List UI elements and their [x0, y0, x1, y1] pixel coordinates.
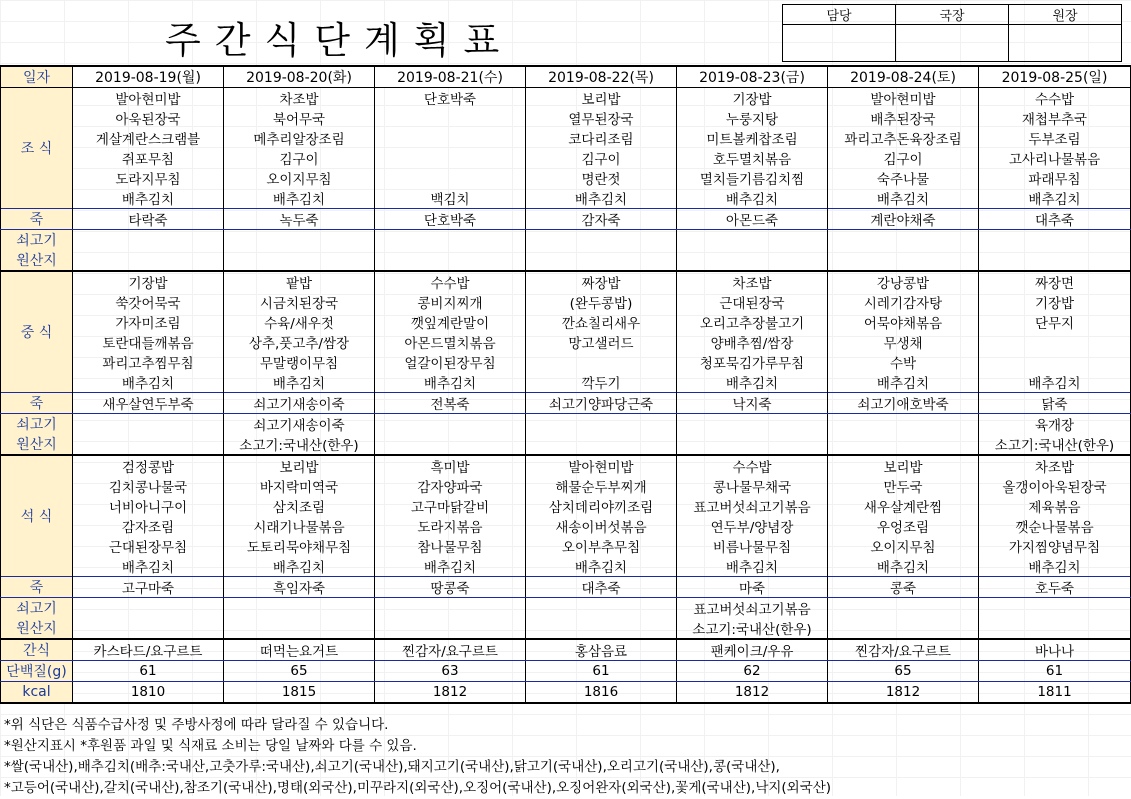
porridge-cell[interactable]: 타락죽 — [73, 209, 224, 230]
kcal-cell[interactable]: 1810 — [73, 682, 224, 704]
menu-cell[interactable]: 깻잎계란말이 — [375, 312, 526, 332]
protein-cell[interactable]: 61 — [73, 661, 224, 682]
menu-cell[interactable]: 멸치들기름김치찜 — [677, 168, 828, 188]
snack-cell[interactable]: 떠먹는요거트 — [224, 639, 375, 661]
kcal-cell[interactable]: 1812 — [677, 682, 828, 704]
menu-cell[interactable]: 얼갈이된장무침 — [375, 352, 526, 372]
menu-cell[interactable]: 바지락미역국 — [224, 476, 375, 496]
porridge-cell[interactable]: 쇠고기양파당근죽 — [526, 393, 677, 414]
approval-box — [782, 4, 1122, 62]
origin-cell[interactable] — [979, 230, 1131, 251]
snack-cell[interactable]: 찐감자/요구르트 — [375, 639, 526, 661]
menu-cell[interactable]: 수육/새우젓 — [224, 312, 375, 332]
menu-cell[interactable]: 비름나물무침 — [677, 536, 828, 556]
menu-cell[interactable]: 오이지무침 — [828, 536, 979, 556]
origin-cell[interactable] — [375, 250, 526, 271]
origin-cell[interactable] — [73, 414, 224, 435]
menu-cell[interactable]: 김구이 — [526, 148, 677, 168]
menu-cell[interactable]: 배추김치 — [526, 556, 677, 577]
menu-cell[interactable]: 단무지 — [979, 312, 1131, 332]
menu-cell[interactable]: 수박 — [828, 352, 979, 372]
origin-cell[interactable] — [224, 250, 375, 271]
menu-cell[interactable]: 배추김치 — [73, 556, 224, 577]
menu-cell[interactable]: 배추김치 — [677, 556, 828, 577]
origin-label[interactable]: 쇠고기 — [1, 230, 73, 251]
menu-cell[interactable]: 토란대들깨볶음 — [73, 332, 224, 352]
page-title: 주간식단계획표 — [165, 19, 514, 62]
origin-cell[interactable]: 육개장 — [979, 414, 1131, 435]
origin-cell[interactable] — [828, 434, 979, 455]
origin-cell[interactable] — [828, 598, 979, 619]
menu-cell[interactable]: 배추김치 — [375, 556, 526, 577]
menu-cell[interactable]: 배추김치 — [979, 188, 1131, 209]
menu-cell[interactable]: 참나물무침 — [375, 536, 526, 556]
porridge-cell[interactable]: 흑임자죽 — [224, 577, 375, 598]
menu-cell[interactable]: 쥐포무침 — [73, 148, 224, 168]
menu-cell[interactable]: 짜장면 — [979, 271, 1131, 292]
menu-cell[interactable]: 배추김치 — [375, 372, 526, 393]
origin-cell[interactable] — [526, 434, 677, 455]
menu-cell[interactable] — [375, 168, 526, 188]
menu-cell[interactable]: 코다리조림 — [526, 128, 677, 148]
porridge-cell[interactable]: 단호박죽 — [375, 209, 526, 230]
menu-cell[interactable]: 배추김치 — [677, 372, 828, 393]
menu-cell[interactable]: 꽈리고추찜무침 — [73, 352, 224, 372]
menu-cell[interactable]: 청포묵김가루무침 — [677, 352, 828, 372]
porridge-cell[interactable]: 새우살연두부죽 — [73, 393, 224, 414]
origin-label[interactable]: 쇠고기 — [1, 598, 73, 619]
origin-cell[interactable] — [224, 598, 375, 619]
snack-cell[interactable]: 팬케이크/우유 — [677, 639, 828, 661]
menu-cell[interactable]: 명란젓 — [526, 168, 677, 188]
menu-cell[interactable]: 두부조림 — [979, 128, 1131, 148]
origin-cell[interactable] — [375, 230, 526, 251]
meal-label-lunch[interactable]: 중 식 — [1, 271, 73, 393]
menu-cell[interactable]: 파래무침 — [979, 168, 1131, 188]
menu-cell[interactable]: 아몬드멸치볶음 — [375, 332, 526, 352]
menu-cell[interactable]: 우엉조림 — [828, 516, 979, 536]
porridge-cell[interactable]: 감자죽 — [526, 209, 677, 230]
date-header[interactable]: 2019-08-22(목) — [526, 66, 677, 88]
menu-cell[interactable]: 숙주나물 — [828, 168, 979, 188]
menu-cell[interactable]: 도토리묵야채무침 — [224, 536, 375, 556]
menu-cell[interactable]: 연두부/양념장 — [677, 516, 828, 536]
menu-cell[interactable]: 새송이버섯볶음 — [526, 516, 677, 536]
menu-cell[interactable]: 깍두기 — [526, 372, 677, 393]
origin-cell[interactable] — [73, 230, 224, 251]
menu-cell[interactable]: 보리밥 — [828, 455, 979, 476]
origin-cell[interactable] — [677, 230, 828, 251]
menu-cell[interactable]: 배추된장국 — [828, 108, 979, 128]
menu-cell[interactable]: 근대된장무침 — [73, 536, 224, 556]
kcal-cell[interactable]: 1812 — [375, 682, 526, 704]
menu-cell[interactable]: 고구마닭갈비 — [375, 496, 526, 516]
menu-cell[interactable]: 도라지무침 — [73, 168, 224, 188]
menu-cell[interactable]: 시금치된장국 — [224, 292, 375, 312]
porridge-cell[interactable]: 쇠고기애호박죽 — [828, 393, 979, 414]
porridge-label[interactable]: 죽 — [1, 209, 73, 230]
date-header[interactable]: 2019-08-25(일) — [979, 66, 1131, 88]
footnotes — [4, 715, 831, 799]
origin-cell[interactable] — [526, 414, 677, 435]
menu-cell[interactable]: 해물순두부찌개 — [526, 476, 677, 496]
menu-cell[interactable]: 상추,풋고추/쌈장 — [224, 332, 375, 352]
menu-cell[interactable] — [375, 128, 526, 148]
footnote-line: *원산지표시 *후원품 과일 및 식재료 소비는 당일 날짜와 다를 수 있음. — [4, 738, 417, 754]
origin-cell[interactable] — [375, 618, 526, 639]
origin-label[interactable]: 원산지 — [1, 250, 73, 271]
origin-cell[interactable] — [73, 618, 224, 639]
footnote-line: *위 식단은 식품수급사정 및 주방사정에 따라 달라질 수 있습니다. — [4, 717, 389, 733]
menu-cell[interactable]: 배추김치 — [526, 188, 677, 209]
date-header[interactable]: 2019-08-21(수) — [375, 66, 526, 88]
origin-cell[interactable]: 표고버섯쇠고기볶음 — [677, 598, 828, 619]
menu-cell[interactable]: 게살계란스크램블 — [73, 128, 224, 148]
menu-cell[interactable]: 열무된장국 — [526, 108, 677, 128]
menu-cell[interactable]: 강낭콩밥 — [828, 271, 979, 292]
date-header[interactable]: 2019-08-20(화) — [224, 66, 375, 88]
menu-cell[interactable]: 배추김치 — [677, 188, 828, 209]
origin-cell[interactable] — [526, 618, 677, 639]
menu-cell[interactable]: 기장밥 — [73, 271, 224, 292]
menu-cell[interactable]: 발아현미밥 — [526, 455, 677, 476]
menu-cell[interactable]: 콩비지찌개 — [375, 292, 526, 312]
porridge-cell[interactable]: 아몬드죽 — [677, 209, 828, 230]
snack-cell[interactable]: 홍삼음료 — [526, 639, 677, 661]
porridge-cell[interactable]: 닭죽 — [979, 393, 1131, 414]
approval-label-head: 원장 — [1009, 5, 1122, 25]
menu-cell[interactable]: 근대된장국 — [677, 292, 828, 312]
protein-cell[interactable]: 61 — [526, 661, 677, 682]
approval-sign-director[interactable] — [896, 25, 1009, 62]
menu-cell[interactable]: 너비아니구이 — [73, 496, 224, 516]
origin-cell[interactable] — [828, 618, 979, 639]
menu-cell[interactable]: 수수밥 — [979, 88, 1131, 109]
origin-cell[interactable]: 소고기:국내산(한우) — [224, 434, 375, 455]
menu-cell[interactable]: 오이지무침 — [224, 168, 375, 188]
footnote-line: *고등어(국내산),갈치(국내산),참조기(국내산),명태(외국산),미꾸라지(외국산),오징어(국내산),오징어완자(외국산),꽃게(국내산),낙지(외국산) — [4, 780, 832, 796]
menu-cell[interactable]: 호두멸치볶음 — [677, 148, 828, 168]
protein-label[interactable]: 단백질(g) — [1, 661, 73, 682]
kcal-label[interactable]: kcal — [1, 682, 73, 704]
origin-cell[interactable] — [677, 414, 828, 435]
menu-cell[interactable]: 메추리알장조림 — [224, 128, 375, 148]
menu-cell[interactable]: 발아현미밥 — [828, 88, 979, 109]
menu-cell[interactable]: 오이부추무침 — [526, 536, 677, 556]
menu-cell[interactable]: 배추김치 — [828, 556, 979, 577]
origin-cell[interactable]: 소고기:국내산(한우) — [979, 434, 1131, 455]
origin-label[interactable]: 쇠고기 — [1, 414, 73, 435]
porridge-label[interactable]: 죽 — [1, 393, 73, 414]
approval-sign-head[interactable] — [1009, 25, 1122, 62]
menu-cell[interactable]: 누룽지탕 — [677, 108, 828, 128]
origin-cell[interactable] — [224, 230, 375, 251]
origin-cell[interactable] — [224, 618, 375, 639]
protein-cell[interactable]: 63 — [375, 661, 526, 682]
menu-cell[interactable]: 배추김치 — [224, 372, 375, 393]
menu-cell[interactable]: 짜장밥 — [526, 271, 677, 292]
porridge-cell[interactable]: 녹두죽 — [224, 209, 375, 230]
snack-cell[interactable]: 찐감자/요구르트 — [828, 639, 979, 661]
menu-cell[interactable]: 배추김치 — [828, 188, 979, 209]
porridge-cell[interactable]: 대추죽 — [979, 209, 1131, 230]
origin-label[interactable]: 원산지 — [1, 434, 73, 455]
porridge-cell[interactable]: 계란야채죽 — [828, 209, 979, 230]
porridge-cell[interactable]: 낙지죽 — [677, 393, 828, 414]
menu-cell[interactable]: 차조밥 — [224, 88, 375, 109]
menu-cell[interactable]: 감자양파국 — [375, 476, 526, 496]
date-header[interactable]: 2019-08-23(금) — [677, 66, 828, 88]
menu-cell[interactable]: 새우살계란찜 — [828, 496, 979, 516]
menu-cell[interactable]: 올갱이아욱된장국 — [979, 476, 1131, 496]
origin-cell[interactable] — [979, 250, 1131, 271]
origin-cell[interactable] — [677, 250, 828, 271]
origin-cell[interactable] — [677, 434, 828, 455]
origin-cell[interactable] — [979, 618, 1131, 639]
porridge-cell[interactable]: 땅콩죽 — [375, 577, 526, 598]
origin-cell[interactable] — [828, 250, 979, 271]
kcal-cell[interactable]: 1816 — [526, 682, 677, 704]
menu-cell[interactable]: 배추김치 — [979, 556, 1131, 577]
menu-cell[interactable]: 감자조림 — [73, 516, 224, 536]
menu-cell[interactable] — [979, 352, 1131, 372]
menu-cell[interactable]: 배추김치 — [73, 372, 224, 393]
porridge-cell[interactable]: 호두죽 — [979, 577, 1131, 598]
kcal-cell[interactable]: 1815 — [224, 682, 375, 704]
menu-cell[interactable]: 흑미밥 — [375, 455, 526, 476]
origin-cell[interactable] — [375, 434, 526, 455]
menu-cell[interactable]: 배추김치 — [224, 556, 375, 577]
menu-cell[interactable]: 표고버섯쇠고기볶음 — [677, 496, 828, 516]
snack-cell[interactable]: 카스타드/요구르트 — [73, 639, 224, 661]
porridge-cell[interactable]: 대추죽 — [526, 577, 677, 598]
meal-label-dinner[interactable]: 석 식 — [1, 455, 73, 577]
approval-label-director: 국장 — [896, 5, 1009, 25]
menu-cell[interactable] — [979, 332, 1131, 352]
kcal-cell[interactable]: 1812 — [828, 682, 979, 704]
menu-cell[interactable]: 보리밥 — [526, 88, 677, 109]
origin-cell[interactable] — [526, 598, 677, 619]
origin-cell[interactable] — [828, 230, 979, 251]
menu-cell[interactable]: 기장밥 — [979, 292, 1131, 312]
origin-cell[interactable] — [526, 250, 677, 271]
menu-cell[interactable]: 백김치 — [375, 188, 526, 209]
menu-cell[interactable]: 배추김치 — [828, 372, 979, 393]
menu-cell[interactable]: 수수밥 — [375, 271, 526, 292]
origin-cell[interactable]: 소고기:국내산(한우) — [677, 618, 828, 639]
porridge-cell[interactable]: 마죽 — [677, 577, 828, 598]
menu-cell[interactable]: 삼치조림 — [224, 496, 375, 516]
porridge-cell[interactable]: 고구마죽 — [73, 577, 224, 598]
menu-cell[interactable]: 재첩부추국 — [979, 108, 1131, 128]
menu-cell[interactable]: 미트볼케찹조림 — [677, 128, 828, 148]
menu-cell[interactable]: 차조밥 — [979, 455, 1131, 476]
menu-cell[interactable]: 검정콩밥 — [73, 455, 224, 476]
menu-cell[interactable]: 팥밥 — [224, 271, 375, 292]
origin-cell[interactable]: 쇠고기새송이죽 — [224, 414, 375, 435]
approval-label-staff: 담당 — [783, 5, 896, 25]
menu-cell[interactable]: 차조밥 — [677, 271, 828, 292]
menu-cell[interactable] — [375, 108, 526, 128]
menu-cell[interactable] — [375, 148, 526, 168]
menu-cell[interactable]: 고사리나물볶음 — [979, 148, 1131, 168]
menu-cell[interactable]: 북어무국 — [224, 108, 375, 128]
menu-cell[interactable]: 발아현미밥 — [73, 88, 224, 109]
menu-cell[interactable] — [526, 352, 677, 372]
menu-cell[interactable]: 꽈리고추돈육장조림 — [828, 128, 979, 148]
kcal-cell[interactable]: 1811 — [979, 682, 1131, 704]
origin-cell[interactable] — [73, 434, 224, 455]
menu-cell[interactable]: 배추김치 — [979, 372, 1131, 393]
snack-cell[interactable]: 바나나 — [979, 639, 1131, 661]
origin-cell[interactable] — [73, 250, 224, 271]
menu-cell[interactable]: 시래기나물볶음 — [224, 516, 375, 536]
meal-label-breakfast[interactable]: 조 식 — [1, 88, 73, 209]
origin-cell[interactable] — [375, 414, 526, 435]
origin-cell[interactable] — [375, 598, 526, 619]
porridge-label[interactable]: 죽 — [1, 577, 73, 598]
menu-cell[interactable]: 무말랭이무침 — [224, 352, 375, 372]
menu-cell[interactable]: 삼치데리야끼조림 — [526, 496, 677, 516]
menu-cell[interactable]: 깻순나물볶음 — [979, 516, 1131, 536]
menu-cell[interactable]: 어묵야채볶음 — [828, 312, 979, 332]
porridge-cell[interactable]: 쇠고기새송이죽 — [224, 393, 375, 414]
menu-cell[interactable]: 가자미조림 — [73, 312, 224, 332]
menu-cell[interactable]: 만두국 — [828, 476, 979, 496]
protein-cell[interactable]: 65 — [828, 661, 979, 682]
menu-cell[interactable]: (완두콩밥) — [526, 292, 677, 312]
menu-cell[interactable]: 수수밥 — [677, 455, 828, 476]
menu-cell[interactable]: 오리고추장불고기 — [677, 312, 828, 332]
footnote-line: *쌀(국내산),배추김치(배추:국내산,고춧가루:국내산),쇠고기(국내산),돼지고기(국내산),닭고기(국내산),오리고기(국내산),콩(국내산), — [4, 759, 780, 775]
menu-cell[interactable]: 배추김치 — [224, 188, 375, 209]
porridge-cell[interactable]: 콩죽 — [828, 577, 979, 598]
snack-label[interactable]: 간식 — [1, 639, 73, 661]
menu-cell[interactable]: 깐쇼칠리새우 — [526, 312, 677, 332]
approval-sign-staff[interactable] — [783, 25, 896, 62]
weekly-menu-table — [0, 65, 1131, 704]
menu-cell[interactable]: 기장밥 — [677, 88, 828, 109]
menu-cell[interactable]: 제육볶음 — [979, 496, 1131, 516]
date-header[interactable]: 2019-08-24(토) — [828, 66, 979, 88]
menu-cell[interactable]: 보리밥 — [224, 455, 375, 476]
menu-cell[interactable]: 무생채 — [828, 332, 979, 352]
menu-cell[interactable]: 김구이 — [828, 148, 979, 168]
origin-cell[interactable] — [828, 414, 979, 435]
porridge-cell[interactable]: 전복죽 — [375, 393, 526, 414]
protein-cell[interactable]: 65 — [224, 661, 375, 682]
menu-cell[interactable]: 아욱된장국 — [73, 108, 224, 128]
origin-cell[interactable] — [526, 230, 677, 251]
protein-cell[interactable]: 62 — [677, 661, 828, 682]
menu-cell[interactable]: 콩나물무채국 — [677, 476, 828, 496]
menu-cell[interactable]: 양배추찜/쌈장 — [677, 332, 828, 352]
origin-cell[interactable] — [979, 598, 1131, 619]
menu-cell[interactable]: 가지찜양념무침 — [979, 536, 1131, 556]
menu-cell[interactable]: 망고샐러드 — [526, 332, 677, 352]
header-label[interactable]: 일자 — [1, 66, 73, 88]
menu-cell[interactable]: 배추김치 — [73, 188, 224, 209]
menu-cell[interactable]: 김구이 — [224, 148, 375, 168]
origin-label[interactable]: 원산지 — [1, 618, 73, 639]
date-header[interactable]: 2019-08-19(월) — [73, 66, 224, 88]
menu-cell[interactable]: 김치콩나물국 — [73, 476, 224, 496]
menu-cell[interactable]: 도라지볶음 — [375, 516, 526, 536]
menu-cell[interactable]: 시레기감자탕 — [828, 292, 979, 312]
menu-cell[interactable]: 단호박죽 — [375, 88, 526, 109]
origin-cell[interactable] — [73, 598, 224, 619]
protein-cell[interactable]: 61 — [979, 661, 1131, 682]
menu-cell[interactable]: 쑥갓어묵국 — [73, 292, 224, 312]
